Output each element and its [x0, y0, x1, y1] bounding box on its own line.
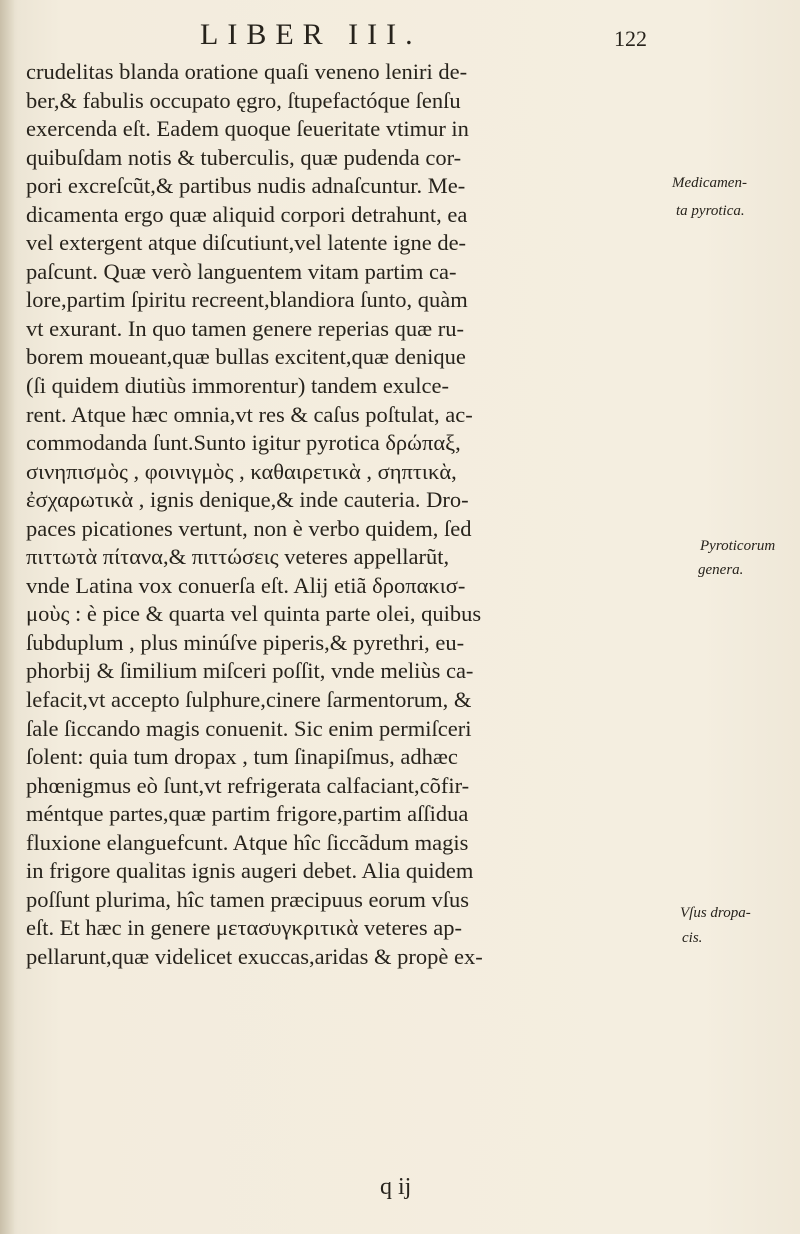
- margin-note: cis.: [682, 930, 703, 946]
- text-line: πιττωτὰ πίτανα,& πιττώσεις veteres appellarũt,: [26, 544, 450, 570]
- text-line: méntque partes,quæ partim frigore,partim aſſidua: [26, 801, 469, 827]
- main-text: [26, 58, 676, 972]
- running-title: LIBER III.: [200, 18, 422, 51]
- text-line: paſcunt. Quæ verò languentem vitam partim ca-: [26, 258, 457, 284]
- text-line: (ſi quidem diutiùs immorentur) tandem exulce-: [26, 373, 450, 399]
- text-line: pori excreſcũt,& partibus nudis adnaſcuntur. Me-: [26, 173, 466, 199]
- text-line: poſſunt plurima, hîc tamen præcipuus eorum vſus: [26, 886, 470, 912]
- text-line: lefacit,vt accepto ſulphure,cinere ſarmentorum, &: [26, 687, 472, 713]
- text-line: quibuſdam notis & tuberculis, quæ pudenda cor-: [26, 144, 462, 170]
- text-line: pellarunt,quæ videlicet exuccas,aridas & propè ex-: [26, 943, 483, 969]
- text-line: ἐσχαρωτικὰ , ignis denique,& inde cauteria. Dro-: [26, 487, 469, 513]
- text-line: vel extergent atque diſcutiunt,vel latente igne de-: [26, 230, 467, 256]
- text-line: vt exurant. In quo tamen genere reperias quæ ru-: [26, 315, 464, 341]
- text-line: ſale ſiccando magis conuenit. Sic enim permiſceri: [26, 715, 472, 741]
- text-line: ber,& fabulis occupato ęgro, ſtupefactóque ſenſu: [26, 87, 461, 113]
- text-line: lore,partim ſpiritu recreent,blandiora ſunto, quàm: [26, 287, 468, 313]
- text-line: exercenda eſt. Eadem quoque ſeueritate vtimur in: [26, 116, 469, 142]
- text-line: paces picationes vertunt, non è verbo quidem, ſed: [26, 515, 472, 541]
- text-line: commodanda ſunt.Sunto igitur pyrotica δρώπαξ,: [26, 430, 461, 456]
- margin-note: genera.: [698, 562, 744, 578]
- text-line: borem moueant,quæ bullas excitent,quæ denique: [26, 344, 466, 370]
- page-gutter: [0, 0, 14, 1234]
- running-head: [0, 18, 800, 58]
- text-line: ſubduplum , plus minúſve piperis,& pyrethri, eu-: [26, 629, 465, 655]
- text-line: rent. Atque hæc omnia,vt res & caſus poſtulat, ac-: [26, 401, 473, 427]
- text-line: in frigore qualitas ignis augeri debet. Alia quidem: [26, 858, 474, 884]
- margin-note: Pyroticorum: [700, 538, 776, 554]
- text-line: ſolent: quia tum dropax , tum ſinapiſmus, adhæc: [26, 744, 458, 770]
- margin-note: ta pyrotica.: [676, 203, 745, 219]
- page-number: 122: [614, 26, 647, 51]
- text-line: vnde Latina vox conuerſa eſt. Alij etiã δροπακισ-: [26, 572, 466, 598]
- margin-note: Vſus dropa-: [680, 905, 751, 921]
- text-line: dicamenta ergo quæ aliquid corpori detrahunt, ea: [26, 201, 468, 227]
- signature-mark: q ij: [380, 1174, 412, 1200]
- text-line: crudelitas blanda oratione quaſi veneno leniri de-: [26, 59, 468, 84]
- text-line: phorbij & ſimilium miſceri poſſit, vnde meliùs ca-: [26, 658, 474, 684]
- text-line: eſt. Et hæc in genere μετασυγκριτικὰ veteres ap-: [26, 915, 463, 941]
- text-line: μοὺς : è pice & quarta vel quinta parte olei, quibus: [26, 601, 482, 627]
- text-line: fluxione elanguefcunt. Atque hîc ſiccãdum magis: [26, 829, 469, 855]
- margin-note: Medicamen-: [672, 175, 747, 191]
- text-line: σινηπισμὸς , φοινιγμὸς , καθαιρετικὰ , σηπτικὰ,: [26, 458, 457, 484]
- text-line: phœnigmus eò ſunt,vt refrigerata calfaciant,cõfir-: [26, 772, 470, 798]
